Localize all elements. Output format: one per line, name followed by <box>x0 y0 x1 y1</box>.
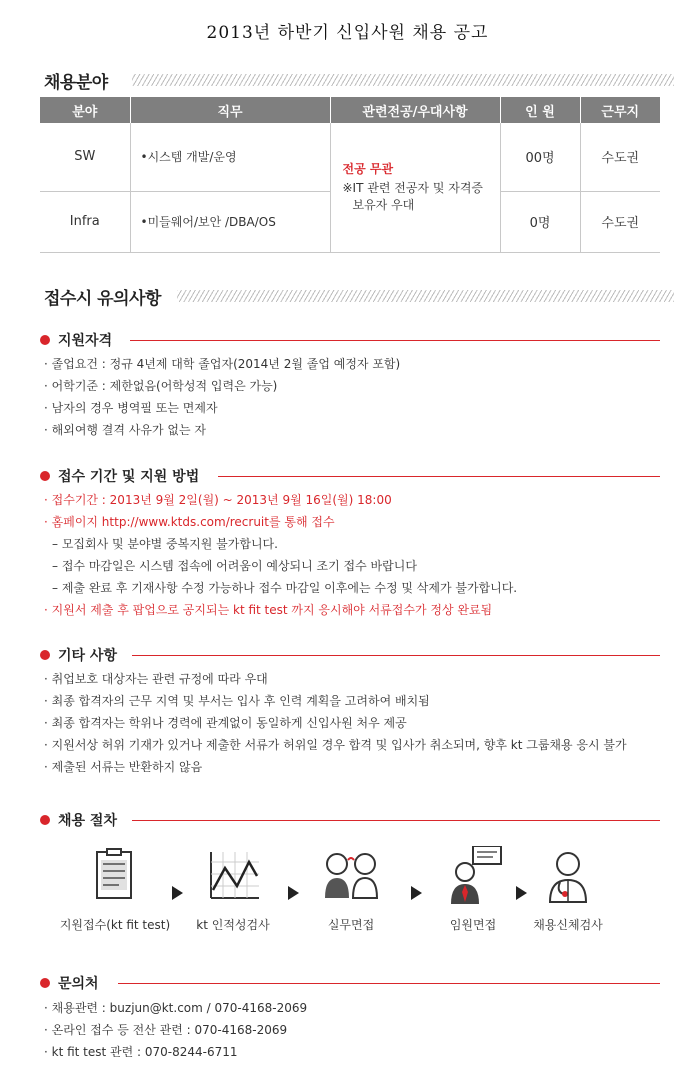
red-bullet-icon <box>40 650 50 660</box>
cell-duty: •시스템 개발/운영 <box>130 123 330 191</box>
list-item: · 채용관련 : buzjun@kt.com / 070-4168-2069 <box>44 1001 308 1015</box>
section-label: 채용분야 <box>44 73 108 93</box>
divider <box>218 476 660 477</box>
process-step <box>291 846 411 933</box>
cell-duty: •미들웨어/보안 /DBA/OS <box>130 191 330 252</box>
list-item: – 제출 완료 후 기재사항 수정 가능하나 접수 마감일 이후에는 수정 및 삭제가 불가합니다. <box>52 581 518 595</box>
subsection-title: 문의처 <box>58 976 99 992</box>
subsection-process <box>40 810 660 830</box>
process-steps <box>55 846 615 936</box>
interview-icon <box>313 846 389 906</box>
red-bullet-icon <box>40 471 50 481</box>
major-main: 전공 무관 <box>342 161 394 176</box>
list-item: · 해외여행 결격 사유가 없는 자 <box>44 423 206 437</box>
list-item: – 접수 마감일은 시스템 접속에 어려움이 예상되니 조기 접수 바랍니다 <box>52 559 417 573</box>
subsection-qualification <box>40 330 660 350</box>
list-item: · 취업보호 대상자는 관련 규정에 따라 우대 <box>44 672 268 686</box>
subsection-title: 접수 기간 및 지원 방법 <box>58 469 200 485</box>
cell-count: 0명 <box>500 191 580 252</box>
divider <box>130 340 660 341</box>
cell-location: 수도권 <box>580 123 660 191</box>
doctor-icon <box>538 846 598 906</box>
step-label: kt 인적성검사 <box>196 918 270 932</box>
header-duty: 직무 <box>130 97 330 123</box>
process-step <box>508 846 628 933</box>
header-location: 근무지 <box>580 97 660 123</box>
subsection-title: 채용 절차 <box>58 813 117 829</box>
contact-list <box>44 997 307 1063</box>
list-item: · kt fit test 관련 : 070-8244-6711 <box>44 1045 238 1059</box>
cell-field: Infra <box>40 191 130 252</box>
major-note-1: ※IT 관련 전공자 및 자격증 <box>342 180 484 195</box>
list-item: · 홈페이지 http://www.ktds.com/recruit를 통해 접수 <box>44 515 335 529</box>
list-item: · 어학기준 : 제한없음(어학성적 입력은 가능) <box>44 379 278 393</box>
recruit-table <box>40 97 660 253</box>
table-header-row <box>40 97 660 123</box>
executive-icon <box>437 846 509 906</box>
divider <box>132 655 660 656</box>
etc-list <box>44 668 627 778</box>
step-label: 채용신체검사 <box>533 918 603 932</box>
process-step <box>55 846 175 933</box>
chart-icon <box>203 846 263 906</box>
subsection-title: 기타 사항 <box>58 648 117 664</box>
list-item: · 최종 합격자는 학위나 경력에 관계없이 동일하게 신입사원 처우 제공 <box>44 716 407 730</box>
section-stripes <box>177 290 674 302</box>
major-note-2: 보유자 우대 <box>352 197 415 212</box>
list-item: · 지원서 제출 후 팝업으로 공지되는 kt fit test 까지 응시해야 서류접수가 정상 완료됨 <box>44 603 493 617</box>
application-list <box>44 489 517 621</box>
header-count: 인 원 <box>500 97 580 123</box>
step-label: 임원면접 <box>449 918 497 932</box>
section-label: 접수시 유의사항 <box>44 289 161 309</box>
section-header-notes <box>44 284 674 310</box>
cell-major <box>330 123 500 252</box>
document-icon <box>85 846 145 906</box>
red-bullet-icon <box>40 815 50 825</box>
divider <box>118 983 660 984</box>
page-title: 2013년 하반기 신입사원 채용 공고 <box>206 23 489 43</box>
divider <box>132 820 660 821</box>
list-item: · 최종 합격자의 근무 지역 및 부서는 입사 후 인력 계획을 고려하여 배치됨 <box>44 694 430 708</box>
table-row <box>40 123 660 191</box>
qualification-list <box>44 353 400 441</box>
header-field: 분야 <box>40 97 130 123</box>
list-item: · 온라인 접수 등 전산 관련 : 070-4168-2069 <box>44 1023 288 1037</box>
list-item: · 졸업요건 : 정규 4년제 대학 졸업자(2014년 2월 졸업 예정자 포함) <box>44 357 401 371</box>
list-item: · 지원서상 허위 기재가 있거나 제출한 서류가 허위일 경우 합격 및 입사가 취소되며, 향후 kt 그룹채용 응시 불가 <box>44 738 627 752</box>
list-item: – 모집회사 및 분야별 중복지원 불가합니다. <box>52 537 278 551</box>
subsection-title: 지원자격 <box>58 333 113 349</box>
step-label: 지원접수(kt fit test) <box>59 918 171 932</box>
subsection-contact <box>40 973 660 993</box>
list-item: · 남자의 경우 병역필 또는 면제자 <box>44 401 218 415</box>
red-bullet-icon <box>40 335 50 345</box>
section-stripes <box>132 74 674 86</box>
subsection-etc <box>40 645 660 665</box>
cell-location: 수도권 <box>580 191 660 252</box>
cell-field: SW <box>40 123 130 191</box>
header-major: 관련전공/우대사항 <box>330 97 500 123</box>
section-header-recruit-fields <box>44 68 674 94</box>
list-item: · 접수기간 : 2013년 9월 2일(월) ~ 2013년 9월 16일(월) 18:00 <box>44 493 392 507</box>
step-label: 실무면접 <box>327 918 375 932</box>
subsection-application <box>40 466 660 486</box>
cell-count: 00명 <box>500 123 580 191</box>
process-step <box>173 846 293 933</box>
red-bullet-icon <box>40 978 50 988</box>
list-item: · 제출된 서류는 반환하지 않음 <box>44 760 203 774</box>
